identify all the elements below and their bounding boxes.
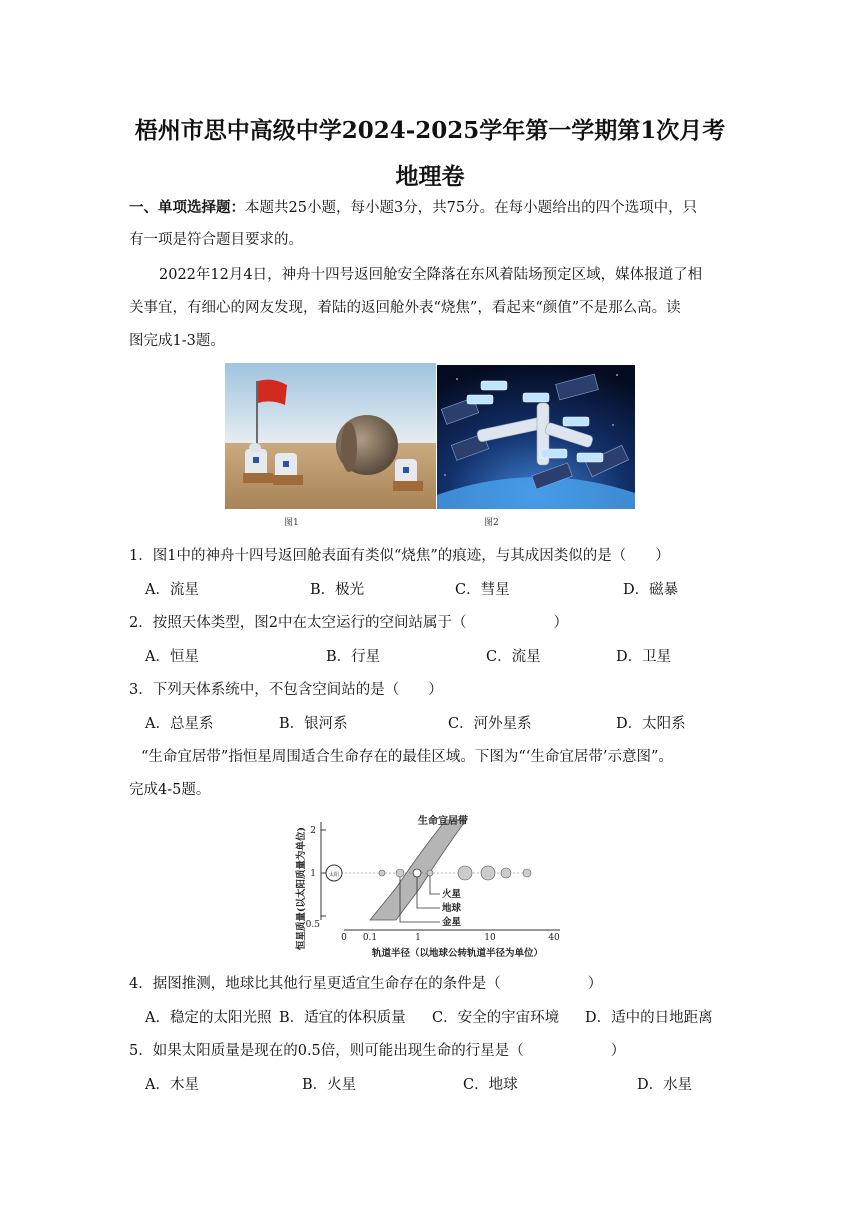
x-tick-0-1: 0.1	[362, 933, 378, 943]
q3-option-b[interactable]: B．银河系	[279, 716, 348, 732]
q4-option-c[interactable]: C．安全的宇宙环境	[432, 1010, 560, 1026]
q3-option-a[interactable]: A．总星系	[145, 716, 214, 732]
venus-label: 金星	[442, 917, 462, 928]
q4-option-b[interactable]: B．适宜的体积质量	[279, 1010, 406, 1026]
x-tick-40: 40	[548, 933, 560, 943]
y-tick-0-5: 0.5	[305, 920, 320, 930]
q1-option-b[interactable]: B．极光	[310, 582, 365, 598]
q4-option-a[interactable]: A．稳定的太阳光照	[145, 1010, 272, 1026]
question-4-stem: 4．据图推测，地球比其他行星更适宜生命存在的条件是（ ）	[129, 976, 603, 992]
q1-option-c[interactable]: C．彗星	[455, 582, 510, 598]
exam-title: 梧州市思中高级中学2024-2025学年第一学期第1次月考	[134, 117, 726, 144]
q5-option-a[interactable]: A．木星	[145, 1077, 199, 1093]
q3-option-d[interactable]: D．太阳系	[616, 716, 686, 732]
passage2-line2: 完成4-5题。	[129, 782, 211, 798]
passage1-line1: 2022年12月4日，神舟十四号返回舱安全降落在东风着陆场预定区域，媒体报道了相	[159, 267, 703, 283]
exam-subtitle: 地理卷	[395, 163, 465, 190]
saturn-marker	[481, 866, 495, 880]
venus-marker	[396, 869, 404, 877]
question-5-stem: 5．如果太阳质量是现在的0.5倍，则可能出现生命的行星是（ ）	[129, 1043, 626, 1059]
passage2-line1: “生命宜居带”指恒星周围适合生命存在的最佳区域。下图为“‘生命宜居带’示意图”。	[141, 749, 673, 765]
x-tick-1: 1	[415, 933, 421, 943]
q3-option-c[interactable]: C．河外星系	[448, 716, 532, 732]
figure2-photo	[437, 365, 635, 509]
mercury-marker	[379, 870, 385, 876]
question-3-stem: 3．下列天体系统中，不包含空间站的是（ ）	[129, 682, 443, 698]
question-1-stem: 1．图1中的神舟十四号返回舱表面有类似“烧焦”的痕迹，与其成因类似的是（ ）	[129, 548, 670, 564]
earth-marker	[413, 869, 421, 877]
figure1-caption: 图1	[284, 518, 299, 528]
question-2-stem: 2．按照天体类型，图2中在太空运行的空间站属于（ ）	[129, 615, 568, 631]
q1-option-a[interactable]: A．流星	[145, 582, 199, 598]
figure1-photo	[225, 363, 436, 509]
mars-marker	[427, 870, 433, 876]
y-axis-label: 恒星质量(以太阳质量为单位)	[296, 827, 307, 950]
q2-option-d[interactable]: D．卫星	[616, 649, 672, 665]
x-axis-label: 轨道半径（以地球公转轨道半径为单位）	[372, 948, 544, 959]
q5-option-d[interactable]: D．水星	[637, 1077, 693, 1093]
mars-label: 火星	[442, 889, 462, 900]
section-intro	[129, 196, 697, 217]
earth-label: 地球	[442, 903, 462, 914]
y-tick-2: 2	[310, 826, 316, 836]
jupiter-marker	[458, 866, 472, 880]
q2-option-a[interactable]: A．恒星	[145, 649, 199, 665]
q4-option-d[interactable]: D．适中的日地距离	[585, 1010, 713, 1026]
q5-option-c[interactable]: C．地球	[463, 1077, 518, 1093]
neptune-marker	[523, 869, 531, 877]
habitable-zone-diagram	[290, 808, 580, 963]
uranus-marker	[501, 868, 511, 878]
section-intro-a: 本题共25小题，每小题3分，共75分。在每小题给出的四个选项中，只	[245, 200, 698, 216]
passage1-line3: 图完成1-3题。	[129, 333, 225, 349]
section-intro-b: 有一项是符合题目要求的。	[129, 232, 303, 248]
q2-option-b[interactable]: B．行星	[326, 649, 381, 665]
passage1-line2: 关事宜，有细心的网友发现，着陆的返回舱外表“烧焦”，看起来“颜值”不是那么高。读	[129, 300, 681, 316]
y-tick-1: 1	[310, 869, 316, 879]
figure2-caption: 图2	[484, 518, 499, 528]
q2-option-c[interactable]: C．流星	[486, 649, 541, 665]
sun-label: 太阳	[328, 872, 340, 878]
habitable-band-label: 生命宜居带	[418, 816, 468, 827]
q5-option-b[interactable]: B．火星	[302, 1077, 357, 1093]
q1-option-d[interactable]: D．磁暴	[623, 582, 679, 598]
x-tick-10: 10	[484, 933, 496, 943]
section-heading: 一、单项选择题：	[129, 199, 245, 216]
x-tick-0: 0	[341, 933, 347, 943]
